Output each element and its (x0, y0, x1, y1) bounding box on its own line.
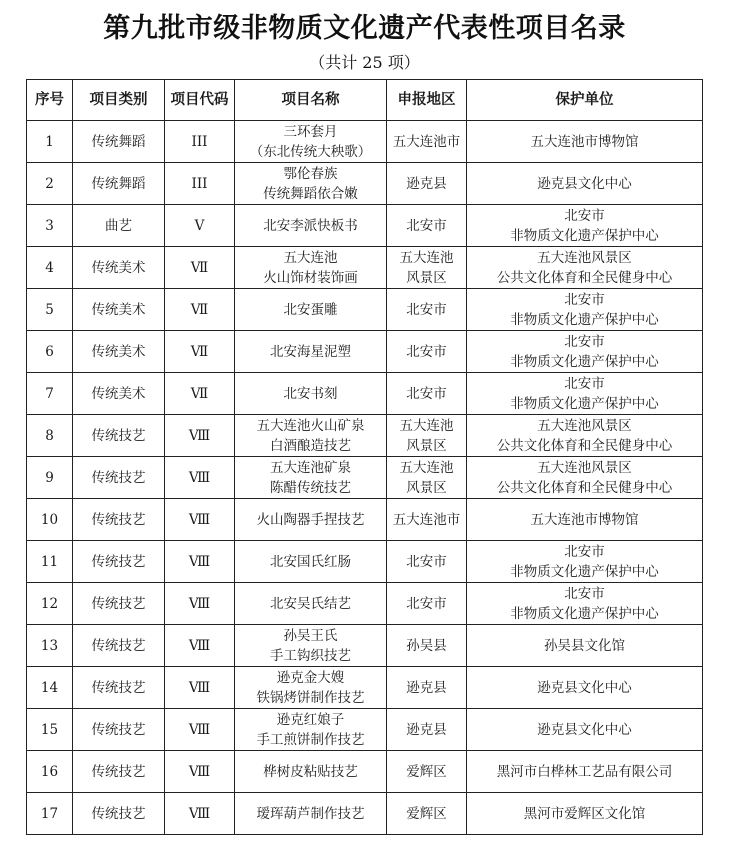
cell-unit (467, 583, 703, 625)
cell-seq: 2 (27, 163, 73, 205)
cell-code: Ⅶ (165, 289, 235, 331)
table-row (27, 751, 703, 793)
cell-name-line: 铁锅烤饼制作技艺 (256, 689, 365, 706)
table-row (27, 499, 703, 541)
cell-unit-line: 北安市 (564, 585, 605, 602)
cell-name-line: （东北传统大秧歌） (249, 143, 372, 160)
cell-seq: 3 (27, 205, 73, 247)
cell-name-line: 五大连池 (283, 249, 338, 266)
cell-unit (467, 163, 703, 205)
cell-unit-line: 逊克县文化中心 (537, 679, 632, 696)
cell-name (235, 373, 387, 415)
cell-unit-line: 孙吴县文化馆 (544, 637, 625, 654)
table-row (27, 121, 703, 163)
cell-unit (467, 373, 703, 415)
cell-seq: 7 (27, 373, 73, 415)
cell-unit-line: 北安市 (564, 333, 605, 350)
cell-region (387, 163, 467, 205)
cell-region-line: 爱辉区 (406, 805, 447, 822)
cell-unit-line: 非物质文化遗产保护中心 (510, 563, 659, 580)
cell-seq: 4 (27, 247, 73, 289)
cell-unit (467, 625, 703, 667)
cell-category: 传统技艺 (73, 415, 165, 457)
cell-region (387, 625, 467, 667)
cell-name-line: 瑷珲葫芦制作技艺 (256, 805, 365, 822)
header-seq: 序号 (27, 80, 73, 121)
cell-name (235, 289, 387, 331)
header-category: 项目类别 (73, 80, 165, 121)
cell-region-line: 逊克县 (406, 679, 447, 696)
table-body (27, 121, 703, 835)
table-row (27, 625, 703, 667)
cell-seq: 11 (27, 541, 73, 583)
cell-region-line: 五大连池 (399, 417, 454, 434)
cell-region-line: 北安市 (406, 553, 447, 570)
cell-region-line: 五大连池 (399, 249, 454, 266)
cell-unit-line: 北安市 (564, 291, 605, 308)
table-row (27, 205, 703, 247)
cell-unit-line: 非物质文化遗产保护中心 (510, 353, 659, 370)
cell-unit-line: 逊克县文化中心 (537, 175, 632, 192)
cell-unit (467, 247, 703, 289)
cell-name-line: 北安吴氏结艺 (270, 595, 351, 612)
cell-region-line: 风景区 (406, 437, 447, 454)
cell-region-line: 风景区 (406, 479, 447, 496)
cell-region (387, 709, 467, 751)
cell-region (387, 289, 467, 331)
cell-seq: 1 (27, 121, 73, 163)
table-row (27, 247, 703, 289)
cell-name-line: 陈醋传统技艺 (270, 479, 351, 496)
table-row (27, 667, 703, 709)
cell-unit (467, 205, 703, 247)
cell-region (387, 499, 467, 541)
cell-name-line: 白酒酿造技艺 (270, 437, 351, 454)
cell-name (235, 583, 387, 625)
table-row (27, 793, 703, 835)
cell-category: 传统技艺 (73, 667, 165, 709)
heritage-registry-table (26, 79, 703, 835)
cell-name (235, 751, 387, 793)
cell-unit-line: 北安市 (564, 543, 605, 560)
cell-code: Ⅷ (165, 667, 235, 709)
cell-name-line: 火山陶器手捏技艺 (256, 511, 365, 528)
cell-region-line: 北安市 (406, 343, 447, 360)
cell-name (235, 499, 387, 541)
cell-region (387, 793, 467, 835)
cell-code: Ⅷ (165, 415, 235, 457)
cell-region (387, 415, 467, 457)
cell-unit (467, 415, 703, 457)
cell-seq: 8 (27, 415, 73, 457)
cell-category: 传统技艺 (73, 793, 165, 835)
cell-region-line: 北安市 (406, 385, 447, 402)
cell-unit (467, 751, 703, 793)
cell-category: 传统舞蹈 (73, 163, 165, 205)
cell-unit (467, 331, 703, 373)
cell-category: 曲艺 (73, 205, 165, 247)
cell-code: III (165, 121, 235, 163)
cell-unit-line: 非物质文化遗产保护中心 (510, 311, 659, 328)
cell-category: 传统技艺 (73, 583, 165, 625)
cell-name-line: 手工钩织技艺 (270, 647, 351, 664)
cell-category: 传统美术 (73, 247, 165, 289)
cell-seq: 6 (27, 331, 73, 373)
cell-unit (467, 709, 703, 751)
cell-category: 传统技艺 (73, 751, 165, 793)
cell-unit-line: 非物质文化遗产保护中心 (510, 227, 659, 244)
cell-region-line: 逊克县 (406, 175, 447, 192)
header-name: 项目名称 (235, 80, 387, 121)
cell-region-line: 北安市 (406, 217, 447, 234)
cell-region (387, 457, 467, 499)
cell-category: 传统技艺 (73, 709, 165, 751)
table-row (27, 373, 703, 415)
cell-name (235, 793, 387, 835)
cell-code: Ⅷ (165, 499, 235, 541)
cell-name-line: 火山饰材装饰画 (263, 269, 358, 286)
cell-unit-line: 逊克县文化中心 (537, 721, 632, 738)
cell-unit-line: 五大连池市博物馆 (530, 511, 639, 528)
cell-unit-line: 公共文化体育和全民健身中心 (496, 269, 673, 286)
cell-code: Ⅷ (165, 751, 235, 793)
cell-name (235, 247, 387, 289)
cell-name (235, 121, 387, 163)
cell-region-line: 五大连池 (399, 459, 454, 476)
cell-unit-line: 五大连池风景区 (537, 417, 632, 434)
table-row (27, 709, 703, 751)
cell-name-line: 逊克红娘子 (276, 711, 345, 728)
cell-category: 传统美术 (73, 331, 165, 373)
cell-region (387, 583, 467, 625)
cell-name-line: 桦树皮粘贴技艺 (263, 763, 358, 780)
table-header-row (27, 80, 703, 121)
cell-code: Ⅷ (165, 709, 235, 751)
cell-category: 传统舞蹈 (73, 121, 165, 163)
cell-unit (467, 667, 703, 709)
cell-code: Ⅷ (165, 583, 235, 625)
document-title: 第九批市级非物质文化遗产代表性项目名录 (103, 13, 626, 44)
table-row (27, 583, 703, 625)
cell-name-line: 手工煎饼制作技艺 (256, 731, 365, 748)
cell-unit (467, 457, 703, 499)
cell-unit-line: 公共文化体育和全民健身中心 (496, 437, 673, 454)
cell-code: Ⅷ (165, 457, 235, 499)
cell-code: V (165, 205, 235, 247)
cell-name (235, 457, 387, 499)
cell-name-line: 孙吴王氏 (283, 627, 338, 644)
cell-region-line: 五大连池市 (392, 133, 461, 150)
cell-category: 传统技艺 (73, 499, 165, 541)
cell-region (387, 373, 467, 415)
cell-region-line: 北安市 (406, 301, 447, 318)
cell-code: Ⅶ (165, 247, 235, 289)
cell-seq: 9 (27, 457, 73, 499)
cell-seq: 16 (27, 751, 73, 793)
header-unit: 保护单位 (467, 80, 703, 121)
cell-code: Ⅶ (165, 331, 235, 373)
cell-unit (467, 121, 703, 163)
cell-unit (467, 499, 703, 541)
header-code: 项目代码 (165, 80, 235, 121)
cell-seq: 10 (27, 499, 73, 541)
cell-region (387, 247, 467, 289)
cell-name-line: 五大连池火山矿泉 (256, 417, 365, 434)
header-region: 申报地区 (387, 80, 467, 121)
cell-name (235, 667, 387, 709)
cell-unit-line: 黑河市白桦林工艺品有限公司 (496, 763, 673, 780)
cell-name-line: 鄂伦春族 (283, 165, 338, 182)
cell-name-line: 逊克金大嫂 (276, 669, 345, 686)
cell-unit-line: 非物质文化遗产保护中心 (510, 395, 659, 412)
cell-region (387, 751, 467, 793)
cell-unit-line: 公共文化体育和全民健身中心 (496, 479, 673, 496)
cell-seq: 12 (27, 583, 73, 625)
cell-unit-line: 五大连池市博物馆 (530, 133, 639, 150)
cell-region-line: 北安市 (406, 595, 447, 612)
cell-unit-line: 黑河市爱辉区文化馆 (523, 805, 646, 822)
cell-name (235, 709, 387, 751)
cell-unit (467, 289, 703, 331)
cell-category: 传统技艺 (73, 457, 165, 499)
cell-name-line: 传统舞蹈依合嫩 (263, 185, 358, 202)
cell-unit-line: 五大连池风景区 (537, 249, 632, 266)
cell-code: Ⅶ (165, 373, 235, 415)
cell-code: Ⅷ (165, 541, 235, 583)
cell-region (387, 667, 467, 709)
cell-unit-line: 五大连池风景区 (537, 459, 632, 476)
table-row (27, 541, 703, 583)
cell-name-line: 北安蛋雕 (283, 301, 338, 318)
cell-unit-line: 非物质文化遗产保护中心 (510, 605, 659, 622)
cell-seq: 5 (27, 289, 73, 331)
cell-name (235, 541, 387, 583)
cell-region-line: 风景区 (406, 269, 447, 286)
cell-unit-line: 北安市 (564, 207, 605, 224)
table-row (27, 331, 703, 373)
cell-category: 传统美术 (73, 373, 165, 415)
cell-region-line: 爱辉区 (406, 763, 447, 780)
table-row (27, 163, 703, 205)
cell-name-line: 五大连池矿泉 (270, 459, 351, 476)
cell-seq: 17 (27, 793, 73, 835)
cell-code: Ⅷ (165, 625, 235, 667)
cell-region (387, 541, 467, 583)
cell-seq: 13 (27, 625, 73, 667)
cell-region (387, 331, 467, 373)
cell-unit (467, 541, 703, 583)
cell-seq: 15 (27, 709, 73, 751)
cell-region (387, 205, 467, 247)
cell-name-line: 三环套月 (283, 123, 338, 140)
cell-name-line: 北安书刻 (283, 385, 338, 402)
cell-region-line: 孙吴县 (406, 637, 447, 654)
cell-unit (467, 793, 703, 835)
cell-region-line: 五大连池市 (392, 511, 461, 528)
cell-unit-line: 北安市 (564, 375, 605, 392)
cell-name (235, 625, 387, 667)
table-row (27, 415, 703, 457)
cell-category: 传统技艺 (73, 625, 165, 667)
cell-code: Ⅷ (165, 793, 235, 835)
table-row (27, 457, 703, 499)
cell-category: 传统美术 (73, 289, 165, 331)
cell-region-line: 逊克县 (406, 721, 447, 738)
cell-category: 传统技艺 (73, 541, 165, 583)
cell-name-line: 北安国氏红肠 (270, 553, 351, 570)
cell-code: III (165, 163, 235, 205)
cell-name (235, 331, 387, 373)
cell-name-line: 北安海星泥塑 (270, 343, 351, 360)
cell-region (387, 121, 467, 163)
cell-name (235, 415, 387, 457)
document-subtitle: （共计 25 项） (309, 53, 420, 72)
cell-name-line: 北安李派快板书 (263, 217, 358, 234)
cell-name (235, 205, 387, 247)
cell-name (235, 163, 387, 205)
cell-seq: 14 (27, 667, 73, 709)
table-row (27, 289, 703, 331)
